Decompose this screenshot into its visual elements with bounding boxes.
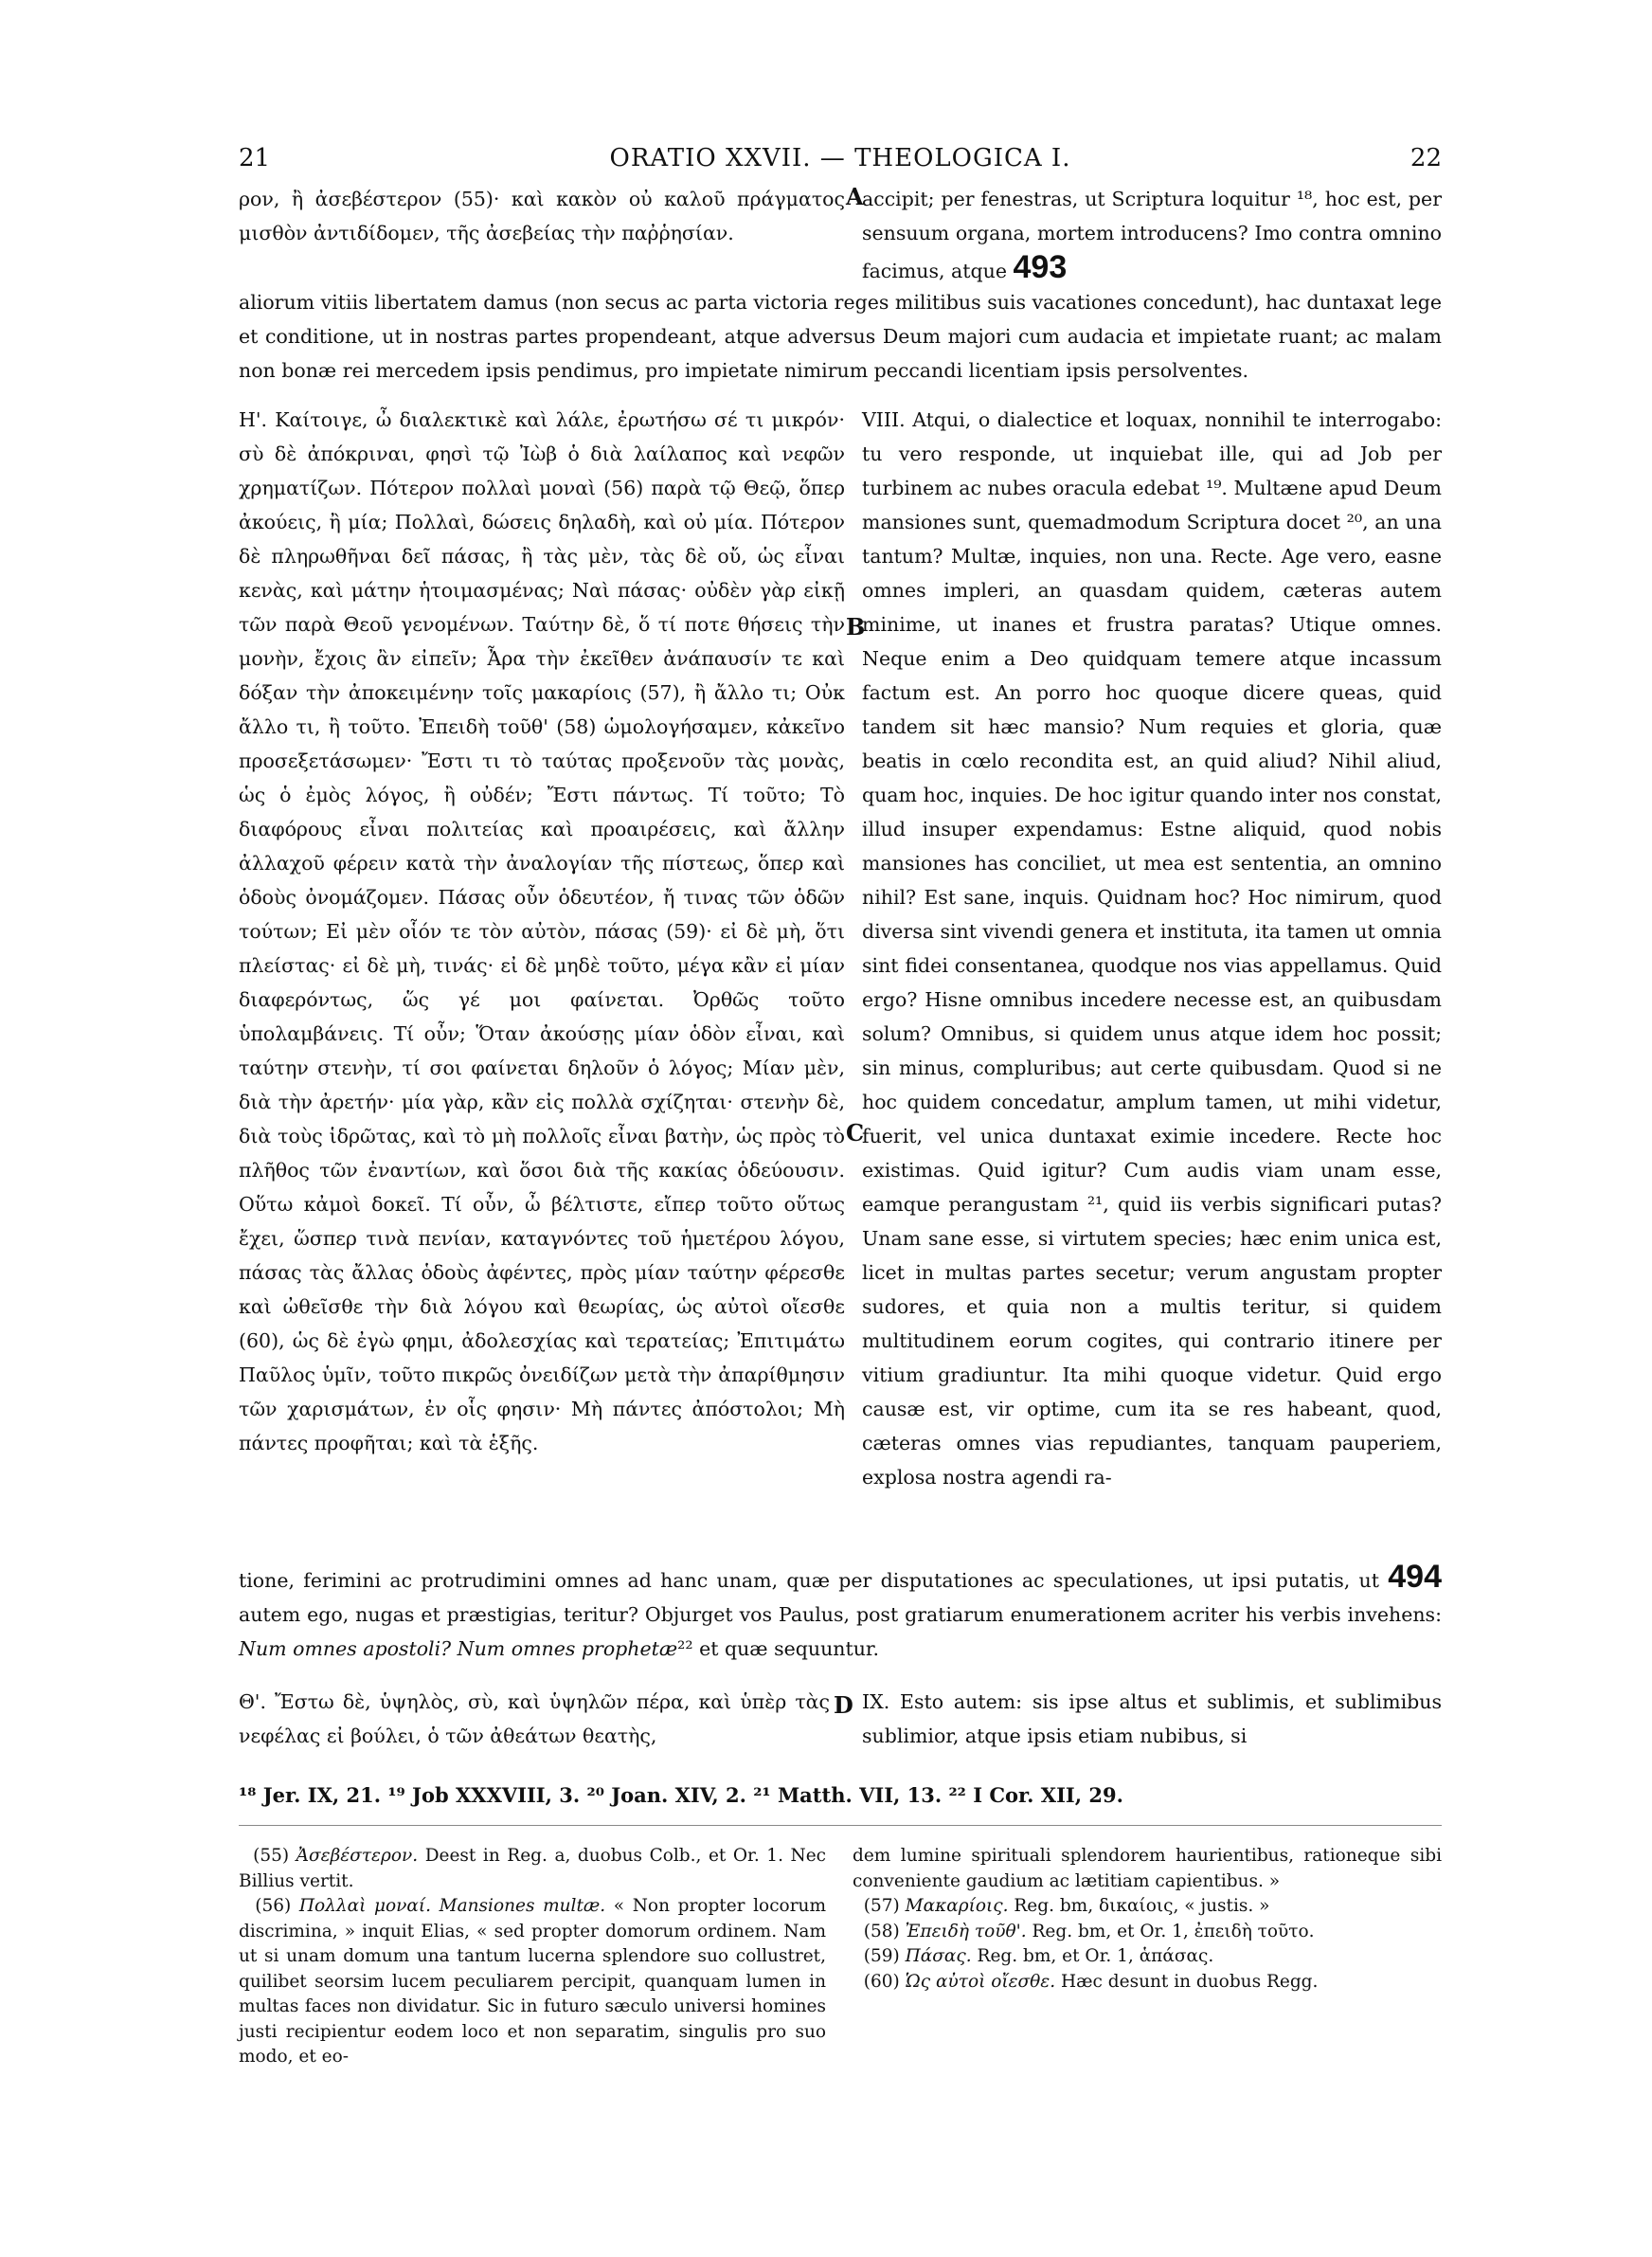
- footnote: [239, 1844, 826, 1894]
- footnote: [853, 1844, 1442, 1894]
- footnote-number: (60): [863, 1971, 900, 1992]
- greek-column-section-8: [239, 403, 845, 1460]
- margin-letter-b: B: [846, 613, 866, 641]
- footnote-text: Reg. bm, δικαίοις, « justis. »: [1014, 1896, 1270, 1916]
- footnote-text: Reg. bm, et Or. 1, ἁπάσας.: [977, 1946, 1214, 1966]
- latin-text: accipit; per fenestras, ut Scriptura loquitur ¹⁸, hoc est, per sensuum organa, mortem introducens? Imo contra omnino facimus, atque: [862, 188, 1442, 282]
- footnote-number: (56): [255, 1896, 292, 1916]
- footnote-lemma: Πάσας.: [905, 1946, 972, 1966]
- scripture-references: ¹⁸ Jer. IX, 21. ¹⁹ Job XXXVIII, 3. ²⁰ Joan. XIV, 2. ²¹ Matth. VII, 13. ²² I Cor. XII, 29.: [239, 1783, 1123, 1807]
- footnote: [853, 1970, 1442, 1995]
- latin-paragraph: IX. Esto autem: sis ipse altus et sublimis, et sublimibus sublimior, atque ipsis etiam nubibus, si: [862, 1690, 1442, 1747]
- latin-full-width-top: [239, 285, 1442, 388]
- latin-text: tione, ferimini ac protrudimini omnes ad hanc unam, quæ per disputationes ac speculationes, ut ipsi putatis, ut: [239, 1569, 1379, 1592]
- greek-column-section-9: [239, 1685, 830, 1753]
- greek-paragraph: Η'. Καίτοιγε, ὦ διαλεκτικὲ καὶ λάλε, ἐρωτήσω σέ τι μικρόν· σὺ δὲ ἀπόκριναι, φησὶ τῷ Ἰὼβ ὁ διὰ λαίλαπος καὶ νεφῶν χρηματίζων. Πότερον πολλαὶ μοναὶ (56) παρὰ τῷ Θεῷ, ὅπερ ἀκούεις, ἢ μία; Πολλαὶ, δώσεις δηλαδὴ, καὶ οὐ μία. Πότερον δὲ πληρωθῆναι δεῖ πάσας, ἢ τὰς μὲν, τὰς δὲ οὔ, ὡς εἶναι κενὰς, καὶ μάτην ἡτοιμασμένας; Ναὶ πάσας· οὐδὲν γὰρ εἰκῇ τῶν παρὰ Θεοῦ γενομένων. Ταύτην δὲ, ὅ τί ποτε θήσεις τὴν μονὴν, ἔχοις ἂν εἰπεῖν; Ἆρα τὴν ἐκεῖθεν ἀνάπαυσίν τε καὶ δόξαν τὴν ἀποκειμένην τοῖς μακαρίοις (57), ἢ ἄλλο τι; Οὐκ ἄλλο τι, ἢ τοῦτο. Ἐπειδὴ τοῦθ' (58) ὡμολογήσαμεν, κἀκεῖνο προσεξετάσωμεν· Ἔστι τι τὸ ταύτας προξενοῦν τὰς μονὰς, ὡς ὁ ἐμὸς λόγος, ἢ οὐδέν; Ἔστι πάντως. Τί τοῦτο; Τὸ διαφόρους εἶναι πολιτείας καὶ προαιρέσεις, καὶ ἄλλην ἀλλαχοῦ φέρειν κατὰ τὴν ἀναλογίαν τῆς πίστεως, ὅπερ καὶ ὁδοὺς ὀνομάζομεν. Πάσας οὖν ὁδευτέον, ἤ τινας τῶν ὁδῶν τούτων; Εἰ μὲν οἷόν τε τὸν αὐτὸν, πάσας (59)· εἰ δὲ μὴ, ὅτι πλείστας· εἰ δὲ μὴ, τινάς· εἰ δὲ μηδὲ τοῦτο, μέγα κἂν εἰ μίαν διαφερόντως, ὥς γέ μοι φαίνεται. Ὀρθῶς τοῦτο ὑπολαμβάνεις. Τί οὖν; Ὅταν ἀκούσῃς μίαν ὁδὸν εἶναι, καὶ ταύτην στενὴν, τί σοι φαίνεται δηλοῦν ὁ λόγος; Μίαν μὲν, διὰ τὴν ἀρετήν· μία γὰρ, κἂν εἰς πολλὰ σχίζηται· στενὴν δὲ, διὰ τοὺς ἱδρῶτας, καὶ τὸ μὴ πολλοῖς εἶναι βατὴν, ὡς πρὸς τὸ πλῆθος τῶν ἐναντίων, καὶ ὅσοι διὰ τῆς κακίας ὁδεύουσιν. Οὕτω κἀμοὶ δοκεῖ. Τί οὖν, ὦ βέλτιστε, εἴπερ τοῦτο οὕτως ἔχει, ὥσπερ τινὰ πενίαν, καταγνόντες τοῦ ἡμετέρου λόγου, πάσας τὰς ἄλλας ὁδοὺς ἀφέντες, πρὸς μίαν ταύτην φέρεσθε καὶ ὠθεῖσθε τὴν διὰ λόγου καὶ θεωρίας, ὡς αὐτοὶ οἴεσθε (60), ὡς δὲ ἐγὼ φημι, ἀδολεσχίας καὶ τερατείας; Ἐπιτιμάτω Παῦλος ὑμῖν, τοῦτο πικρῶς ὀνειδίζων μετὰ τὴν ἀπαρίθμησιν τῶν χαρισμάτων, ἐν οἷς φησιν· Μὴ πάντες ἀπόστολοι; Μὴ πάντες προφῆται; καὶ τὰ ἑξῆς.: [239, 408, 845, 1454]
- footnote-lemma: Ὡς αὐτοὶ οἴεσθε.: [905, 1971, 1056, 1992]
- latin-full-width-section-8: [239, 1560, 1442, 1666]
- footnote-number: (59): [863, 1946, 900, 1966]
- footnote-text: Reg. bm, et Or. 1, ἐπειδὴ τοῦτο.: [1032, 1921, 1315, 1941]
- notes-right-column: [853, 1844, 1442, 1995]
- greek-column-top: [239, 182, 845, 250]
- footnote-lemma: Ἀσεβέστερον.: [296, 1846, 419, 1866]
- footnote-text: Deest in Reg. a, duobus Colb., et Or. 1. Nec Billius vertit.: [239, 1846, 827, 1891]
- footnote-text: dem lumine spirituali splendorem haurientibus, rationeque sibi conveniente gaudium ac lætitiam capientibus. »: [853, 1846, 1442, 1891]
- column-number: 494: [1388, 1559, 1442, 1595]
- footnote-text: « Non propter locorum discrimina, » inquit Elias, « sed propter domorum ordinem. Nam ut si unam domum una tantum lucerna splendore suo collustret, quilibet seorsim lucem peculiarem percipit, quanquam lumen in multas faces non dividatur. Sic in futuro sæculo universi homines justi recipientur eodem loco et non separatim, singulis pro suo modo, et eo-: [239, 1896, 826, 2067]
- greek-paragraph: ρον, ἢ ἀσεβέστερον (55)· καὶ κακὸν οὐ καλοῦ πράγματος μισθὸν ἀντιδίδομεν, τῆς ἀσεβείας τὴν παῤῥησίαν.: [239, 188, 845, 244]
- running-header: [239, 144, 1442, 178]
- latin-column-section-8: [862, 403, 1442, 1494]
- latin-paragraph: aliorum vitiis libertatem damus (non secus ac parta victoria reges militibus suis vacationes concedunt), hac duntaxat lege et conditione, ut in nostras partes propendeant, atque adversus Deum majori cum audacia et impietate ruant; ac malam non bonæ rei mercedem ipsis pendimus, pro impietate nimirum peccandi licentiam ipsis persolventes.: [239, 291, 1442, 382]
- footnote-text: Hæc desunt in duobus Regg.: [1061, 1971, 1319, 1992]
- latin-italic-quote: Num omnes apostoli? Num omnes prophetæ: [239, 1637, 678, 1660]
- footnote-number: (55): [253, 1846, 290, 1866]
- footnote-number: (57): [863, 1896, 900, 1916]
- latin-paragraph: VIII. Atqui, o dialectice et loquax, nonnihil te interrogabo: tu vero responde, ut inquiebat ille, qui ad Job per turbinem ac nubes oracula edebat ¹⁹. Multæne apud Deum mansiones sunt, quemadmodum Scriptura docet ²⁰, an una tantum? Multæ, inquies, non una. Recte. Age vero, easne omnes impleri, an quasdam quidem, cæteras autem minime, ut inanes et frustra paratas? Utique omnes. Neque enim a Deo quidquam temere atque incassum factum est. An porro hoc quoque dicere queas, quid tandem sit hæc mansio? Num requies et gloria, quæ beatis in cœlo recondita est, an quid aliud? Nihil aliud, quam hoc, inquies. De hoc igitur quando inter nos constat, illud insuper expendamus: Estne aliquid, quod nobis mansiones has conciliet, ut mea est sententia, an omnino nihil? Est sane, inquis. Quidnam hoc? Hoc nimirum, quod diversa sint vivendi genera et instituta, ita tamen ut omnia sint fidei consentanea, quodque nos vias appellamus. Quid ergo? Hisne omnibus incedere necesse est, an quibusdam solum? Omnibus, si quidem unus atque idem hoc possit; sin minus, compluribus; aut certe quibusdam. Quod si ne hoc quidem concedatur, amplum tamen, ut mihi videtur, fuerit, vel unica duntaxat eximie incedere. Recte hoc existimas. Quid igitur? Cum audis viam unam esse, eamque perangustam ²¹, quid iis verbis significari putas? Unam sane esse, si virtutem species; hæc enim unica est, licet in multas partes secetur; verum angustam propter sudores, et quia non a multis teritur, si quidem multitudinem eorum cogites, qui contrario itinere per vitium gradiuntur. Ita mihi quoque videtur. Quid ergo causæ est, vir optime, cum ita se res habeant, quod, cæteras omnes vias repudiantes, tanquam pauperiem, explosa nostra agendi ra-: [862, 408, 1442, 1489]
- margin-letter-c: C: [846, 1119, 865, 1147]
- running-title: ORATIO XXVII. — THEOLOGICA I.: [609, 144, 1071, 172]
- latin-text: autem ego, nugas et præstigias, teritur? Objurget vos Paulus, post gratiarum enumerationem acriter his verbis invehens:: [239, 1603, 1442, 1626]
- footnote: [239, 1894, 826, 2070]
- footnote-number: (58): [863, 1921, 900, 1941]
- latin-paragraph: [239, 1560, 1442, 1666]
- footnote-lemma: Πολλαὶ μοναί. Mansiones multæ.: [298, 1896, 606, 1916]
- footnote: [853, 1920, 1442, 1945]
- footnote-divider: [239, 1825, 1442, 1826]
- margin-letter-d: D: [834, 1691, 853, 1719]
- margin-letter-a: A: [846, 183, 864, 210]
- notes-left-column: [239, 1844, 826, 2070]
- latin-paragraph: [862, 182, 1442, 288]
- right-page-number: 22: [1410, 144, 1442, 172]
- greek-paragraph: Θ'. Ἔστω δὲ, ὑψηλὸς, σὺ, καὶ ὑψηλῶν πέρα, καὶ ὑπὲρ τὰς νεφέλας εἰ βούλει, ὁ τῶν ἀθεάτων θεατὴς,: [239, 1690, 830, 1747]
- footnote-lemma: Μακαρίοις.: [905, 1896, 1009, 1916]
- footnote-lemma: Ἐπειδὴ τοῦθ'.: [905, 1921, 1027, 1941]
- footnote: [853, 1944, 1442, 1970]
- column-number: 493: [1013, 249, 1068, 285]
- latin-column-top: [862, 182, 1442, 288]
- latin-column-section-9: [862, 1685, 1442, 1753]
- latin-text: ²² et quæ sequuntur.: [677, 1637, 879, 1660]
- footnote: [853, 1894, 1442, 1920]
- left-page-number: 21: [239, 144, 271, 172]
